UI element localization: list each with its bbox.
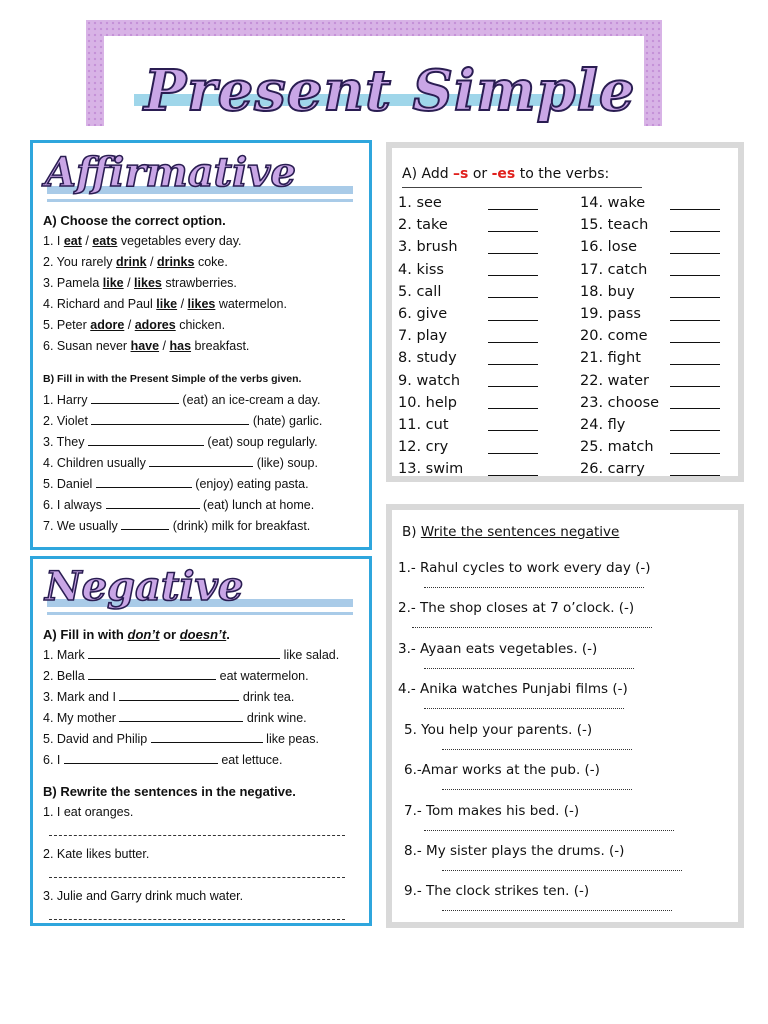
choice-item (43, 294, 363, 315)
choice-post: breakfast. (191, 339, 250, 353)
answer-blank (488, 374, 538, 387)
answer-line (49, 865, 345, 878)
fill-item (43, 750, 363, 771)
verbs-column-1 (398, 192, 538, 480)
verb-item (580, 325, 720, 347)
verb-item (580, 303, 720, 325)
answer-blank (670, 197, 720, 210)
choice-post: watermelon. (215, 297, 287, 311)
verb-item (398, 347, 538, 369)
option: drink (115, 255, 147, 269)
answer-blank (670, 441, 720, 454)
answer-blank (488, 308, 538, 321)
fill-item (43, 645, 363, 666)
answer-blank (119, 689, 239, 701)
answer-blank (488, 463, 538, 476)
choice-post: strawberries. (161, 276, 237, 290)
choice-item (43, 273, 363, 294)
answer-line (49, 907, 345, 920)
fill-post: (eat) an ice-cream a day. (178, 393, 321, 407)
sentence-item: 6.-Amar works at the pub. (-) (404, 762, 600, 778)
verb-label: 7. play (398, 328, 448, 345)
separator: / (81, 234, 93, 248)
verb-item (580, 392, 720, 414)
verb-label: 19. pass (580, 306, 641, 323)
choice-item (43, 315, 363, 336)
answer-blank (151, 731, 263, 743)
verb-item (580, 370, 720, 392)
verb-item (580, 436, 720, 458)
sentence-item: 2.- The shop closes at 7 o’clock. (-) (398, 600, 635, 616)
verb-item (398, 458, 538, 480)
fill-pre: 3. Mark and I (43, 690, 120, 704)
answer-dots (424, 707, 624, 709)
affirmative-part-b (43, 369, 363, 537)
verb-item (398, 414, 538, 436)
negative-sentences-box (386, 504, 744, 928)
verb-label: 6. give (398, 306, 448, 323)
answer-blank (119, 710, 243, 722)
verb-label: 2. take (398, 217, 448, 234)
verb-label: 21. fight (580, 350, 641, 367)
answer-blank (488, 441, 538, 454)
fill-post: (like) soup. (253, 456, 318, 470)
answer-blank (670, 219, 720, 232)
fill-post: eat watermelon. (216, 669, 309, 683)
option: eats (92, 234, 118, 248)
negative-sentences-title: B) Write the sentences negative (402, 524, 620, 540)
affirmative-heading: Affirmative (45, 149, 296, 196)
option: drinks (156, 255, 195, 269)
part-a-heading: A) Choose the correct option. (43, 213, 226, 228)
answer-blank (670, 308, 720, 321)
fill-post: like peas. (262, 732, 319, 746)
fill-pre: 2. Bella (43, 669, 89, 683)
verb-item (398, 281, 538, 303)
verb-item (580, 414, 720, 436)
answer-dots (442, 788, 632, 790)
verb-label: 15. teach (580, 217, 649, 234)
choice-pre: 1. I (43, 234, 64, 248)
answer-dots (424, 667, 634, 669)
answer-blank (670, 374, 720, 387)
answer-blank (488, 330, 538, 343)
fill-post: (eat) lunch at home. (199, 498, 315, 512)
fill-pre: 2. Violet (43, 414, 92, 428)
verb-label: 25. match (580, 439, 654, 456)
verb-label: 22. water (580, 372, 649, 389)
verb-item (398, 214, 538, 236)
option: have (130, 339, 160, 353)
verb-label: 24. fly (580, 416, 626, 433)
verb-item (398, 325, 538, 347)
verb-item (398, 370, 538, 392)
verb-label: 4. kiss (398, 261, 444, 278)
verb-item (580, 458, 720, 480)
fill-item (43, 666, 363, 687)
choice-item (43, 231, 363, 252)
fill-pre: 6. I always (43, 498, 106, 512)
negative-part-a-heading: A) Fill in with don’t or doesn’t. (43, 627, 230, 642)
answer-dots (442, 748, 632, 750)
verb-label: 8. study (398, 350, 457, 367)
fill-pre: 5. Daniel (43, 477, 96, 491)
answer-dots (442, 909, 672, 911)
option: like (102, 276, 124, 290)
fill-pre: 5. David and Philip (43, 732, 151, 746)
fill-post: drink wine. (243, 711, 307, 725)
page-title: Present Simple (144, 58, 636, 124)
verb-label: 11. cut (398, 416, 449, 433)
verb-label: 12. cry (398, 439, 449, 456)
answer-blank (488, 352, 538, 365)
answer-blank (670, 263, 720, 276)
answer-blank (88, 434, 204, 446)
fill-item (43, 729, 363, 750)
verb-label: 26. carry (580, 461, 645, 478)
rewrite-item: 1. I eat oranges. (43, 805, 134, 819)
answer-dots (424, 829, 674, 831)
fill-item (43, 708, 363, 729)
answer-blank (488, 285, 538, 298)
verb-item (580, 347, 720, 369)
verb-label: 13. swim (398, 461, 464, 478)
fill-item (43, 390, 363, 411)
fill-item (43, 432, 363, 453)
fill-post: (drink) milk for breakfast. (169, 519, 311, 533)
fill-item (43, 516, 363, 537)
answer-line (49, 823, 345, 836)
verb-label: 17. catch (580, 261, 648, 278)
negative-box (30, 556, 372, 926)
fill-post: (enjoy) eating pasta. (191, 477, 309, 491)
choice-item (43, 336, 363, 357)
answer-dots (442, 869, 682, 871)
answer-blank (670, 330, 720, 343)
fill-item (43, 687, 363, 708)
fill-post: (eat) soup regularly. (203, 435, 318, 449)
verb-item (580, 192, 720, 214)
answer-blank (488, 219, 538, 232)
option: adores (134, 318, 176, 332)
choice-item (43, 252, 363, 273)
verb-item (398, 436, 538, 458)
verb-item (580, 281, 720, 303)
verb-item (398, 259, 538, 281)
sentence-item: 5. You help your parents. (-) (404, 722, 593, 738)
option: likes (134, 276, 162, 290)
fill-pre: 4. Children usually (43, 456, 150, 470)
option: has (169, 339, 192, 353)
fill-item (43, 495, 363, 516)
answer-dots (412, 626, 652, 628)
negative-part-b-heading: B) Rewrite the sentences in the negative. (43, 784, 296, 799)
choice-pre: 6. Susan never (43, 339, 131, 353)
part-b-heading: B) Fill in with the Present Simple of the verbs given. (43, 373, 302, 385)
fill-pre: 1. Mark (43, 648, 89, 662)
choice-pre: 5. Peter (43, 318, 91, 332)
verb-label: 5. call (398, 283, 442, 300)
verbs-column-2 (580, 192, 720, 480)
answer-blank (488, 418, 538, 431)
negative-heading: Negative (45, 563, 244, 610)
answer-blank (488, 396, 538, 409)
fill-pre: 4. My mother (43, 711, 120, 725)
verb-label: 16. lose (580, 239, 638, 256)
answer-blank (64, 752, 218, 764)
answer-blank (670, 418, 720, 431)
sentence-item: 3.- Ayaan eats vegetables. (-) (398, 641, 598, 657)
verb-label: 20. come (580, 328, 648, 345)
fill-post: like salad. (280, 648, 340, 662)
choice-pre: 2. You rarely (43, 255, 116, 269)
fill-item (43, 411, 363, 432)
answer-blank (670, 241, 720, 254)
verb-label: 9. watch (398, 372, 461, 389)
affirmative-box (30, 140, 372, 550)
sentence-item: 7.- Tom makes his bed. (-) (404, 803, 580, 819)
option: adore (90, 318, 125, 332)
verb-label: 18. buy (580, 283, 635, 300)
verb-label: 23. choose (580, 394, 660, 411)
verb-item (398, 236, 538, 258)
fill-post: eat lettuce. (217, 753, 283, 767)
separator: / (146, 255, 157, 269)
sentence-item: 9.- The clock strikes ten. (-) (404, 883, 590, 899)
heading-stripe (47, 612, 353, 615)
option: eat (63, 234, 82, 248)
fill-pre: 1. Harry (43, 393, 91, 407)
verb-label: 14. wake (580, 195, 646, 212)
fill-pre: 7. We usually (43, 519, 122, 533)
verb-item (398, 192, 538, 214)
answer-blank (488, 197, 538, 210)
sentence-item: 4.- Anika watches Punjabi films (-) (398, 681, 628, 697)
answer-blank (488, 263, 538, 276)
choice-post: chicken. (175, 318, 226, 332)
option: likes (187, 297, 216, 311)
answer-blank (96, 476, 192, 488)
rewrite-item: 2. Kate likes butter. (43, 847, 150, 861)
verb-label: 1. see (398, 195, 442, 212)
fill-pre: 3. They (43, 435, 88, 449)
answer-blank (106, 497, 200, 509)
separator: / (159, 339, 170, 353)
choice-pre: 3. Pamela (43, 276, 103, 290)
fill-item (43, 474, 363, 495)
answer-blank (91, 413, 249, 425)
negative-part-a (43, 624, 363, 771)
answer-blank (149, 455, 253, 467)
answer-dots (424, 586, 644, 588)
answer-blank (670, 285, 720, 298)
sentence-item: 8.- My sister plays the drums. (-) (404, 843, 625, 859)
answer-blank (488, 241, 538, 254)
rewrite-item: 3. Julie and Garry drink much water. (43, 889, 244, 903)
option: like (156, 297, 178, 311)
fill-post: drink tea. (239, 690, 295, 704)
verb-item (580, 214, 720, 236)
choice-pre: 4. Richard and Paul (43, 297, 157, 311)
answer-blank (670, 352, 720, 365)
verb-item (398, 392, 538, 414)
verbs-instruction: A) Add –s or -es to the verbs: (402, 166, 609, 182)
verb-item (580, 259, 720, 281)
fill-item (43, 453, 363, 474)
separator: / (177, 297, 188, 311)
sentence-item: 1.- Rahul cycles to work every day (-) (398, 560, 651, 576)
answer-blank (88, 647, 280, 659)
verb-label: 3. brush (398, 239, 458, 256)
title-banner (86, 20, 662, 126)
answer-blank (670, 396, 720, 409)
answer-blank (670, 463, 720, 476)
verb-item (398, 303, 538, 325)
banner-inner (104, 36, 644, 126)
fill-post: (hate) garlic. (249, 414, 323, 428)
separator: / (124, 318, 135, 332)
heading-stripe (47, 199, 353, 202)
choice-post: vegetables every day. (117, 234, 242, 248)
answer-blank (121, 518, 169, 530)
verb-label: 10. help (398, 394, 458, 411)
answer-blank (91, 392, 179, 404)
verb-item (580, 236, 720, 258)
separator: / (123, 276, 135, 290)
negative-part-b (43, 781, 363, 928)
affirmative-part-a (43, 210, 363, 357)
answer-blank (88, 668, 216, 680)
fill-pre: 6. I (43, 753, 64, 767)
choice-post: coke. (194, 255, 228, 269)
verbs-box (386, 142, 744, 482)
